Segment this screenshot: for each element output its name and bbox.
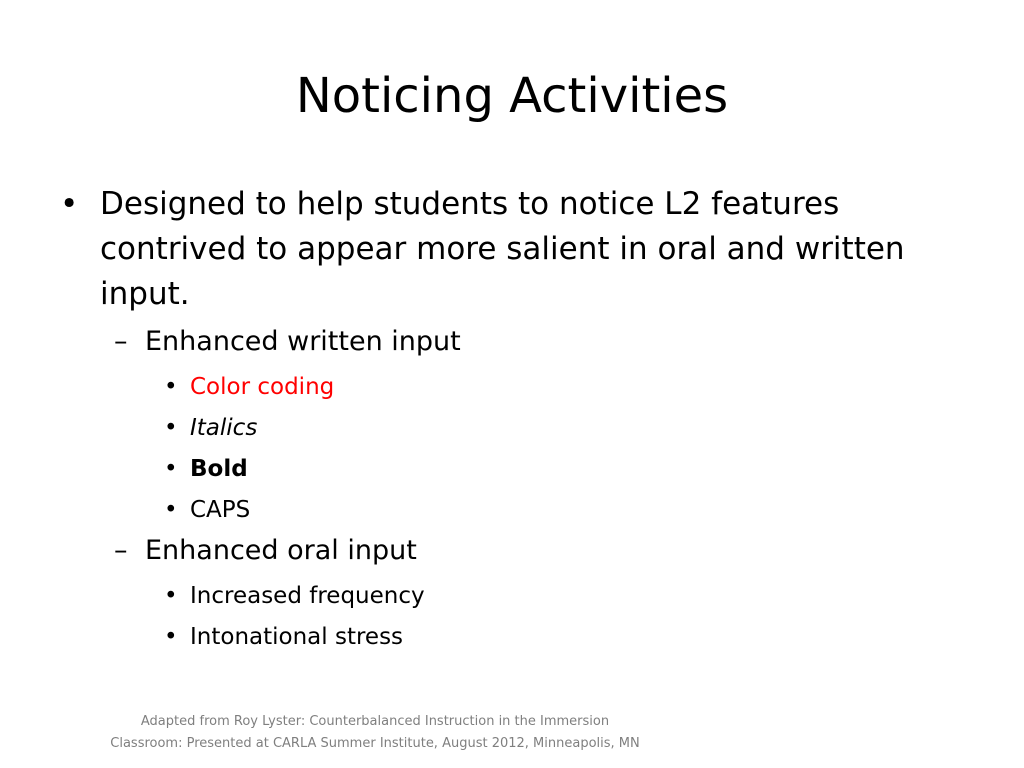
bullet-marker: • [60, 186, 79, 222]
bullet-marker: • [164, 497, 178, 523]
subpoint-list [56, 322, 956, 653]
italics-text: Italics [190, 415, 258, 441]
main-bullet [56, 182, 956, 317]
subpoint-oral [56, 531, 956, 571]
color-coding-text: Color coding [190, 374, 335, 400]
footer-line-2: Classroom: Presented at CARLA Summer Institute, August 2012, Minneapolis, MN [110, 736, 640, 751]
footer-line-1: Adapted from Roy Lyster: Counterbalanced Instruction in the Immersion [140, 714, 610, 729]
dash-marker: – [114, 535, 128, 566]
bold-text: Bold [190, 456, 248, 482]
bullet-marker: • [164, 415, 178, 441]
caps-text: CAPS [190, 497, 251, 523]
increased-frequency-text: Increased frequency [190, 583, 425, 609]
oral-items [56, 580, 956, 653]
written-item-list [56, 371, 956, 526]
bullet-marker: • [164, 624, 178, 650]
bullet-marker: • [164, 456, 178, 482]
slide-body [56, 182, 956, 657]
list-item [56, 371, 956, 403]
list-item [56, 621, 956, 653]
subpoints [56, 322, 956, 653]
subpoint-written [56, 322, 956, 362]
slide-footer [0, 711, 750, 755]
oral-item-list [56, 580, 956, 653]
slide-title: Noticing Activities [295, 68, 729, 124]
written-items [56, 371, 956, 526]
main-bullet-text: Designed to help students to notice L2 features contrived to appear more salient in oral and written input. [100, 186, 905, 312]
subpoint-label: Enhanced oral input [145, 535, 417, 566]
dash-marker: – [114, 326, 128, 357]
intonational-stress-text: Intonational stress [190, 624, 404, 650]
subpoint-label: Enhanced written input [145, 326, 461, 357]
list-item [56, 412, 956, 444]
list-item [56, 580, 956, 612]
bullet-marker: • [164, 374, 178, 400]
list-item [56, 494, 956, 526]
bullet-marker: • [164, 583, 178, 609]
list-item [56, 453, 956, 485]
